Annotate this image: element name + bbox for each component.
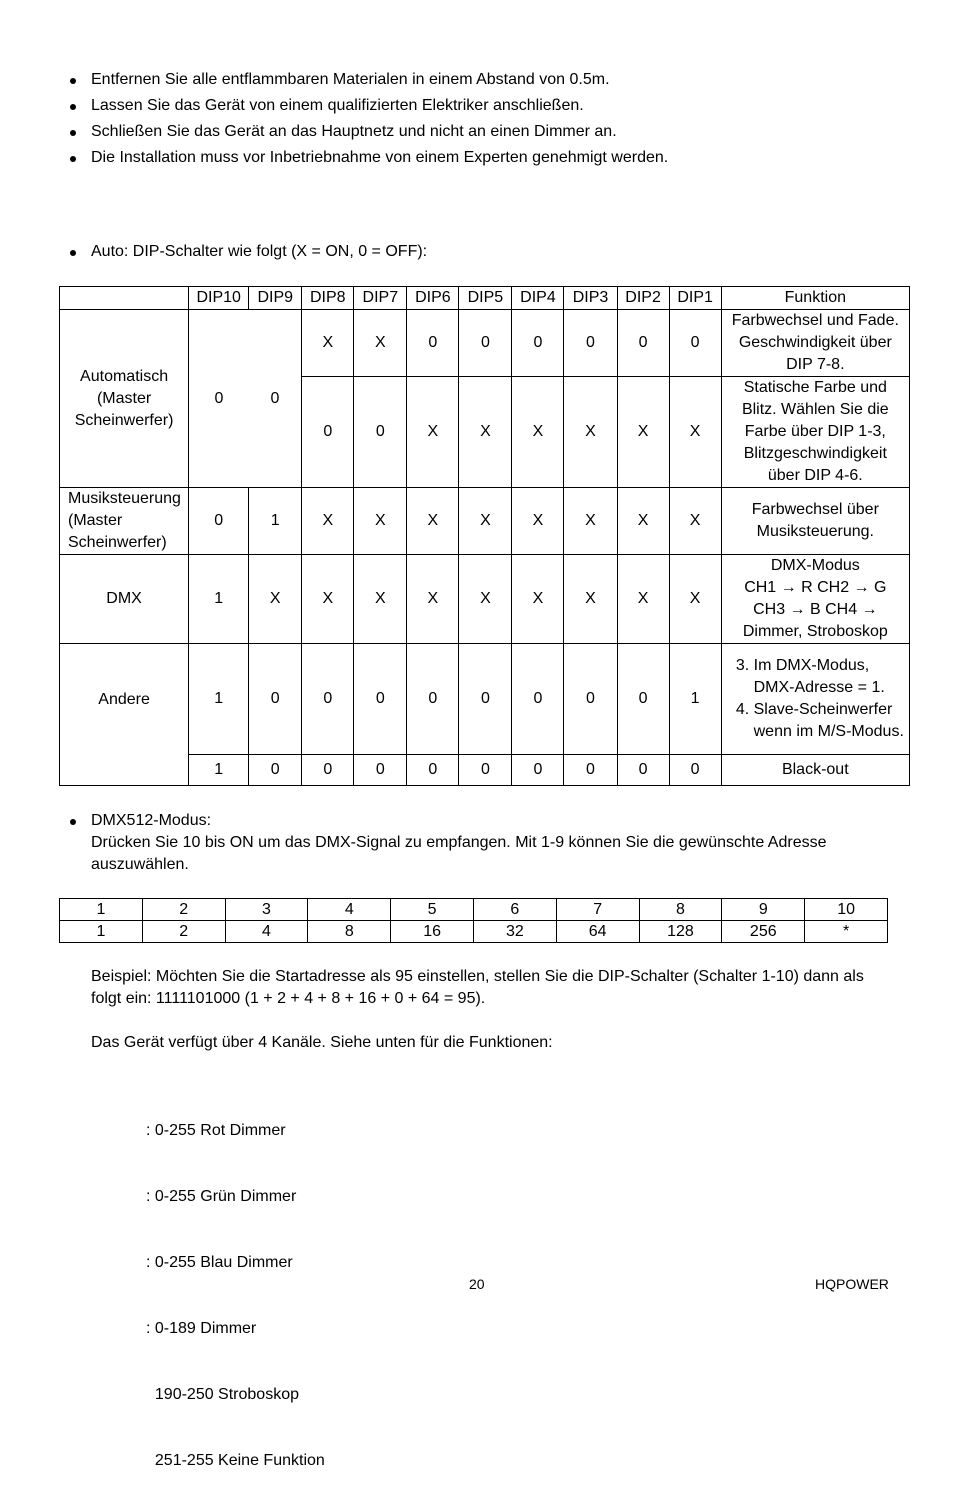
dip-cell: 0 bbox=[512, 310, 564, 377]
switch-number-cell: 5 bbox=[391, 899, 474, 921]
dip-cell: X bbox=[617, 555, 669, 644]
dip-cell: 0 bbox=[459, 644, 512, 755]
dip-cell: 0 bbox=[512, 644, 564, 755]
function-cell bbox=[721, 488, 909, 555]
mode-label-musiksteuerung bbox=[60, 488, 189, 555]
page-number: 20 bbox=[469, 1276, 485, 1292]
dip-cell: X bbox=[302, 488, 354, 555]
dip-cell: X bbox=[249, 555, 302, 644]
dmx-section bbox=[68, 810, 827, 876]
dip-cell: X bbox=[617, 377, 669, 488]
function-line: CH3 → B CH4 → bbox=[753, 601, 878, 618]
dip-cell: X bbox=[512, 488, 564, 555]
bullet-item: Schließen Sie das Gerät an das Hauptnetz und nicht an einen Dimmer an. bbox=[68, 121, 668, 147]
mode-label-andere: Andere bbox=[60, 644, 189, 786]
header-cell: DIP1 bbox=[669, 287, 721, 310]
dip-cell: X bbox=[564, 377, 617, 488]
channel-line: : 0-255 Grün Dimmer bbox=[146, 1188, 297, 1205]
header-cell: DIP4 bbox=[512, 287, 564, 310]
dip-cell: 1 bbox=[189, 644, 249, 755]
dip-cell: 0 bbox=[189, 488, 249, 555]
dip-cell: X bbox=[669, 555, 721, 644]
dip-cell: 0 bbox=[617, 644, 669, 755]
address-value-cell: 64 bbox=[556, 921, 639, 943]
dip-cell: 0 bbox=[407, 310, 459, 377]
dip-cell: X bbox=[564, 488, 617, 555]
mode-label-line: Musiksteuerung bbox=[68, 490, 181, 507]
header-cell: DIP2 bbox=[617, 287, 669, 310]
dip-cell: 0 bbox=[669, 755, 721, 786]
header-cell: DIP8 bbox=[302, 287, 354, 310]
dmx-title: DMX512-Modus: bbox=[91, 812, 212, 829]
dip-cell: 0 bbox=[249, 644, 302, 755]
address-value-cell: 1 bbox=[60, 921, 143, 943]
dip-cell: 1 bbox=[249, 488, 302, 555]
mode-label-automatisch bbox=[60, 310, 189, 488]
switch-number-cell: 9 bbox=[722, 899, 805, 921]
address-value-cell: 128 bbox=[639, 921, 722, 943]
header-cell bbox=[60, 287, 189, 310]
dip-cell: 1 bbox=[189, 755, 249, 786]
bullet-item: Entfernen Sie alle entflammbaren Materialen in einem Abstand von 0.5m. bbox=[68, 69, 668, 95]
function-cell bbox=[721, 555, 909, 644]
channel-line: : 0-255 Rot Dimmer bbox=[146, 1122, 286, 1139]
function-list-item: 3. Im DMX-Modus, DMX-Adresse = 1. bbox=[754, 655, 907, 699]
dip-cell: 0 bbox=[407, 755, 459, 786]
address-value-cell: * bbox=[805, 921, 888, 943]
example-line: folgt ein: 1111101000 (1 + 2 + 4 + 8 + 16 + 0 + 64 = 95). bbox=[91, 990, 486, 1007]
dip-cell: X bbox=[354, 310, 407, 377]
function-line: Farbwechsel und Fade. bbox=[731, 312, 899, 329]
auto-bullet: Auto: DIP-Schalter wie folgt (X = ON, 0 = OFF): bbox=[68, 241, 427, 267]
dip-cell: 0 bbox=[302, 377, 354, 488]
function-line: Musiksteuerung. bbox=[756, 523, 874, 540]
table-row bbox=[60, 644, 910, 755]
dip-cell: 0 bbox=[302, 644, 354, 755]
bullet-item: Die Installation muss vor Inbetriebnahme von einem Experten genehmigt werden. bbox=[68, 147, 668, 173]
dip-cell: 0 bbox=[669, 310, 721, 377]
header-cell: Funktion bbox=[721, 287, 909, 310]
dip-cell: X bbox=[302, 310, 354, 377]
function-list-item: 4. Slave-Scheinwerfer wenn im M/S-Modus. bbox=[754, 699, 907, 743]
function-cell bbox=[721, 310, 909, 377]
function-line: Farbe über DIP 1-3, bbox=[744, 423, 886, 440]
header-cell: DIP5 bbox=[459, 287, 512, 310]
channels-intro: Das Gerät verfügt über 4 Kanäle. Siehe unten für die Funktionen: bbox=[91, 1034, 553, 1051]
header-cell: DIP10 bbox=[189, 287, 249, 310]
channel-line: : 0-255 Blau Dimmer bbox=[146, 1254, 293, 1271]
table-row bbox=[60, 555, 910, 644]
function-line: DMX-Modus bbox=[770, 557, 860, 574]
function-numbered-list bbox=[724, 655, 907, 743]
mode-label-line: Scheinwerfer) bbox=[68, 534, 167, 551]
dip-cell: 0 bbox=[354, 644, 407, 755]
function-cell: Black-out bbox=[721, 755, 909, 786]
switch-number-cell: 1 bbox=[60, 899, 143, 921]
dip-cell: 0 bbox=[512, 755, 564, 786]
dip-cell: X bbox=[354, 555, 407, 644]
table-row bbox=[60, 488, 910, 555]
dip-cell: X bbox=[459, 377, 512, 488]
dip-cell: X bbox=[459, 488, 512, 555]
function-line: Dimmer, Stroboskop bbox=[742, 623, 888, 640]
auto-bullet-list bbox=[68, 241, 427, 267]
address-value-cell: 2 bbox=[142, 921, 225, 943]
dmx-address-table bbox=[59, 898, 888, 943]
table-header-row bbox=[60, 287, 910, 310]
address-value-cell: 8 bbox=[308, 921, 391, 943]
example-paragraph bbox=[91, 966, 864, 1010]
dip-cell: X bbox=[669, 377, 721, 488]
dip-cell: 1 bbox=[669, 644, 721, 755]
dip-cell: 0 bbox=[249, 755, 302, 786]
switch-number-cell: 10 bbox=[805, 899, 888, 921]
channel-function-list bbox=[146, 1076, 325, 1494]
function-line: Blitz. Wählen Sie die bbox=[741, 401, 889, 418]
address-value-cell: 4 bbox=[225, 921, 308, 943]
dmx-text-line: Drücken Sie 10 bis ON um das DMX-Signal zu empfangen. Mit 1-9 können Sie die gewünschte Adresse bbox=[91, 834, 827, 851]
address-value-cell: 32 bbox=[473, 921, 556, 943]
example-line: Beispiel: Möchten Sie die Startadresse als 95 einstellen, stellen Sie die DIP-Schalter (Schalter 1-10) dann als bbox=[91, 968, 864, 985]
mode-label-line: Automatisch bbox=[80, 367, 169, 385]
table-row bbox=[60, 899, 888, 921]
mode-label-line: Scheinwerfer) bbox=[74, 411, 174, 429]
dip-cell: X bbox=[302, 555, 354, 644]
dip-cell: 0 bbox=[617, 755, 669, 786]
function-line: CH1 → R CH2 → G bbox=[744, 579, 887, 596]
dip-cell: 0 bbox=[459, 310, 512, 377]
dip-cell: X bbox=[512, 555, 564, 644]
function-line: Blitzgeschwindigkeit bbox=[743, 445, 887, 462]
header-cell: DIP3 bbox=[564, 287, 617, 310]
switch-number-cell: 6 bbox=[473, 899, 556, 921]
dip-cell: X bbox=[512, 377, 564, 488]
dip-cell: X bbox=[354, 488, 407, 555]
dip9-cell: 0 bbox=[249, 310, 302, 488]
function-line: Statische Farbe und bbox=[743, 379, 887, 396]
header-cell: DIP6 bbox=[407, 287, 459, 310]
dip-cell: 0 bbox=[354, 755, 407, 786]
dip-cell: 0 bbox=[617, 310, 669, 377]
dip-cell: X bbox=[617, 488, 669, 555]
switch-number-cell: 3 bbox=[225, 899, 308, 921]
dip-cell: X bbox=[459, 555, 512, 644]
dip10-cell: 0 bbox=[189, 310, 249, 488]
function-line: Geschwindigkeit über bbox=[738, 334, 892, 351]
header-cell: DIP7 bbox=[354, 287, 407, 310]
dip-cell: 0 bbox=[459, 755, 512, 786]
channel-line: 190-250 Stroboskop bbox=[146, 1386, 299, 1403]
dip-cell: X bbox=[669, 488, 721, 555]
switch-number-cell: 7 bbox=[556, 899, 639, 921]
safety-bullet-list bbox=[68, 69, 668, 173]
dip-cell: X bbox=[407, 555, 459, 644]
dip-cell: 0 bbox=[564, 644, 617, 755]
address-value-cell: 256 bbox=[722, 921, 805, 943]
table-row bbox=[60, 921, 888, 943]
function-line: über DIP 4-6. bbox=[767, 467, 863, 484]
mode-label-line: (Master bbox=[68, 512, 123, 529]
dip-cell: 0 bbox=[564, 310, 617, 377]
function-line: DIP 7-8. bbox=[786, 356, 845, 373]
header-cell: DIP9 bbox=[249, 287, 302, 310]
dip-cell: 0 bbox=[407, 644, 459, 755]
channel-line: : 0-189 Dimmer bbox=[146, 1320, 257, 1337]
brand-name: HQPOWER bbox=[815, 1276, 889, 1292]
switch-number-cell: 4 bbox=[308, 899, 391, 921]
function-cell bbox=[721, 644, 909, 755]
bullet-item: Lassen Sie das Gerät von einem qualifizierten Elektriker anschließen. bbox=[68, 95, 668, 121]
table-row bbox=[60, 310, 910, 377]
mode-label-line: (Master bbox=[96, 389, 152, 407]
dip-switch-table bbox=[59, 286, 910, 786]
function-line: Farbwechsel über bbox=[751, 501, 879, 518]
switch-number-cell: 2 bbox=[142, 899, 225, 921]
bullet-dot bbox=[70, 819, 76, 825]
address-value-cell: 16 bbox=[391, 921, 474, 943]
dip-cell: 0 bbox=[354, 377, 407, 488]
dip-cell: X bbox=[407, 377, 459, 488]
switch-number-cell: 8 bbox=[639, 899, 722, 921]
dip-cell: 1 bbox=[189, 555, 249, 644]
dip-cell: X bbox=[407, 488, 459, 555]
dip-cell: X bbox=[564, 555, 617, 644]
dmx-text-line: auszuwählen. bbox=[91, 856, 189, 873]
function-cell bbox=[721, 377, 909, 488]
dip-cell: 0 bbox=[564, 755, 617, 786]
dip-cell: 0 bbox=[302, 755, 354, 786]
mode-label-dmx: DMX bbox=[60, 555, 189, 644]
channel-line: 251-255 Keine Funktion bbox=[146, 1452, 325, 1469]
